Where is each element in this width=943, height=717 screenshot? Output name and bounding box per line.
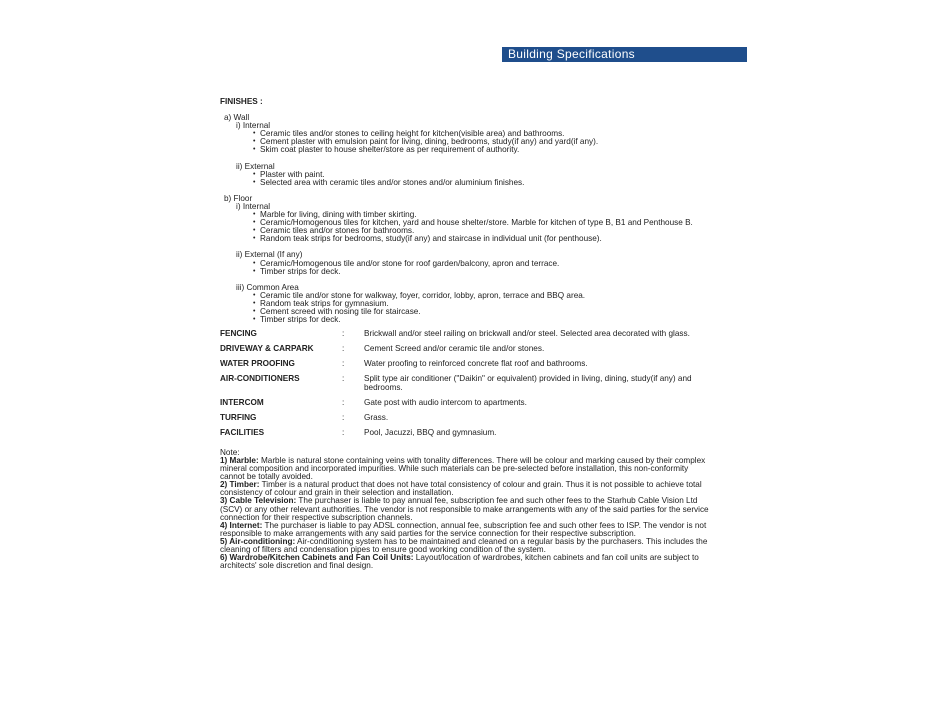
note-item: 5) Air-conditioning: Air-conditioning system has to be maintained and cleaned on a regular basis by the purchasers. This includes the cleaning of filters and condensation pipes to ensure good working condition of the system. — [220, 536, 708, 555]
list-item: • Skim coat plaster to house shelter/store as per requirement of authority. — [253, 145, 520, 155]
bullet-icon: • — [253, 316, 256, 324]
spec-value: Pool, Jacuzzi, BBQ and gymnasium. — [364, 427, 497, 437]
spec-value: Brickwall and/or steel railing on brickwall and/or steel. Selected area decorated with glass. — [364, 329, 690, 339]
list-item: • Random teak strips for bedrooms, study(if any) and staircase in individual unit (for penthouse). — [253, 234, 602, 244]
note-item: 3) Cable Television: The purchaser is liable to pay annual fee, subscription fee and such other fees to the Starhub Cable Vision Ltd (SCV) or any other relevant authorities. The vendor is not responsible to make arrangements with any of the said parties for the service connection for their respective subscription channels. — [220, 496, 709, 522]
spec-value: Grass. — [364, 412, 389, 422]
bullet-icon: • — [253, 235, 256, 243]
spec-row-fencing: FENCING : Brickwall and/or steel railing on brickwall and/or steel. Selected area decorated with glass. — [220, 330, 712, 338]
bullet-icon: • — [253, 219, 256, 227]
bullet-icon: • — [253, 211, 256, 219]
spec-row-intercom: INTERCOM : Gate post with audio intercom to apartments. — [220, 399, 712, 407]
list-item: • Ceramic/Homogenous tile and/or stone for roof garden/balcony, apron and terrace. — [253, 258, 560, 268]
specs-table — [220, 330, 712, 437]
wall-internal-heading: i) Internal — [236, 121, 271, 131]
list-item: • Ceramic/Homogenous tiles for kitchen, yard and house shelter/store. Marble for kitchen of type B, B1 and Penthouse B. — [253, 218, 693, 228]
list-item: • Timber strips for deck. — [253, 315, 341, 325]
bullet-icon: • — [253, 170, 256, 178]
spec-row-driveway: DRIVEWAY & CARPARK : Cement Screed and/or ceramic tile and/or stones. — [220, 345, 712, 353]
spec-value: Split type air conditioner ("Daikin" or equivalent) provided in living, dining, study(if any) and bedrooms. — [364, 374, 692, 392]
bullet-icon: • — [253, 267, 256, 275]
floor-common-heading: iii) Common Area — [236, 282, 299, 292]
spec-row-waterproofing: WATER PROOFING : Water proofing to reinforced concrete flat roof and bathrooms. — [220, 360, 712, 368]
list-item: • Ceramic tiles and/or stones to ceiling height for kitchen(visible area) and bathrooms. — [253, 129, 565, 139]
list-item: • Ceramic tiles and/or stones for bathrooms. — [253, 226, 415, 236]
spec-row-facilities: FACILITIES : Pool, Jacuzzi, BBQ and gymnasium. — [220, 429, 712, 437]
list-item: • Plaster with paint. — [253, 169, 325, 179]
bullet-icon: • — [253, 259, 256, 267]
spec-row-airconditioners: AIR-CONDITIONERS : Split type air conditioner ("Daikin" or equivalent) provided in living, dining, study(if any) and bedrooms. — [220, 375, 712, 391]
list-item: • Random teak strips for gymnasium. — [253, 298, 389, 308]
list-item: • Marble for living, dining with timber skirting. — [253, 210, 417, 220]
list-item: • Cement screed with nosing tile for staircase. — [253, 306, 421, 316]
note-item: 6) Wardrobe/Kitchen Cabinets and Fan Coil Units: Layout/location of wardrobes, kitchen cabinets and fan coil units are subject to architects' sole discretion and final design. — [220, 553, 699, 571]
bullet-icon: • — [253, 138, 256, 146]
list-item: • Timber strips for deck. — [253, 266, 341, 276]
spec-label: FENCING — [220, 329, 257, 339]
spec-value: Cement Screed and/or ceramic tile and/or stones. — [364, 344, 545, 354]
spec-label: INTERCOM — [220, 397, 264, 407]
bullet-icon: • — [253, 291, 256, 299]
floor-external-heading: ii) External (If any) — [236, 250, 303, 260]
spec-label: DRIVEWAY & CARPARK — [220, 344, 314, 354]
spec-label: AIR-CONDITIONERS — [220, 374, 300, 384]
note-item: 1) Marble: Marble is natural stone containing veins with tonality differences. There will be colour and marking caused by their complex mineral composition and incorporated impurities. While such materials can be pre-selected before installation, this non-conformity cannot be totally avoided. — [220, 456, 706, 482]
list-item: • Cement plaster with emulsion paint for living, dining, bedrooms, study(if any) and yard(if any). — [253, 137, 599, 147]
bullet-icon: • — [253, 307, 256, 315]
bullet-icon: • — [253, 146, 256, 154]
page-banner: Building Specifications — [502, 47, 747, 62]
list-item: • Ceramic tile and/or stone for walkway, foyer, corridor, lobby, apron, terrace and BBQ area. — [253, 290, 586, 300]
note-item: 2) Timber: Timber is a natural product that does not have total consistency of colour and grain. Thus it is not possible to achieve total consistency of colour and grain in their selection and installation. — [220, 480, 702, 498]
wall-external-heading: ii) External — [236, 161, 275, 171]
bullet-icon: • — [253, 178, 256, 186]
notes-title: Note: — [220, 447, 240, 457]
specification-document — [220, 98, 712, 570]
spec-label: WATER PROOFING — [220, 359, 295, 369]
spec-value: Gate post with audio intercom to apartments. — [364, 397, 527, 407]
spec-label: TURFING — [220, 412, 257, 422]
spec-row-turfing: TURFING : Grass. — [220, 414, 712, 422]
bullet-icon: • — [253, 227, 256, 235]
bullet-icon: • — [253, 299, 256, 307]
finishes-title: FINISHES : — [220, 97, 263, 106]
list-item: • Selected area with ceramic tiles and/or stones and/or aluminium finishes. — [253, 177, 525, 187]
spec-value: Water proofing to reinforced concrete flat roof and bathrooms. — [364, 359, 588, 369]
bullet-icon: • — [253, 130, 256, 138]
notes-section — [220, 449, 712, 570]
floor-heading: b) Floor — [224, 193, 253, 203]
note-item: 4) Internet: The purchaser is liable to pay ADSL connection, annual fee, subscription fee and such other fees to ISP. The vendor is not responsible to make arrangements with any said parties for the service connection for their respective subscription. — [220, 520, 707, 538]
spec-label: FACILITIES — [220, 427, 265, 437]
floor-internal-heading: i) Internal — [236, 201, 271, 211]
wall-heading: a) Wall — [224, 113, 250, 123]
